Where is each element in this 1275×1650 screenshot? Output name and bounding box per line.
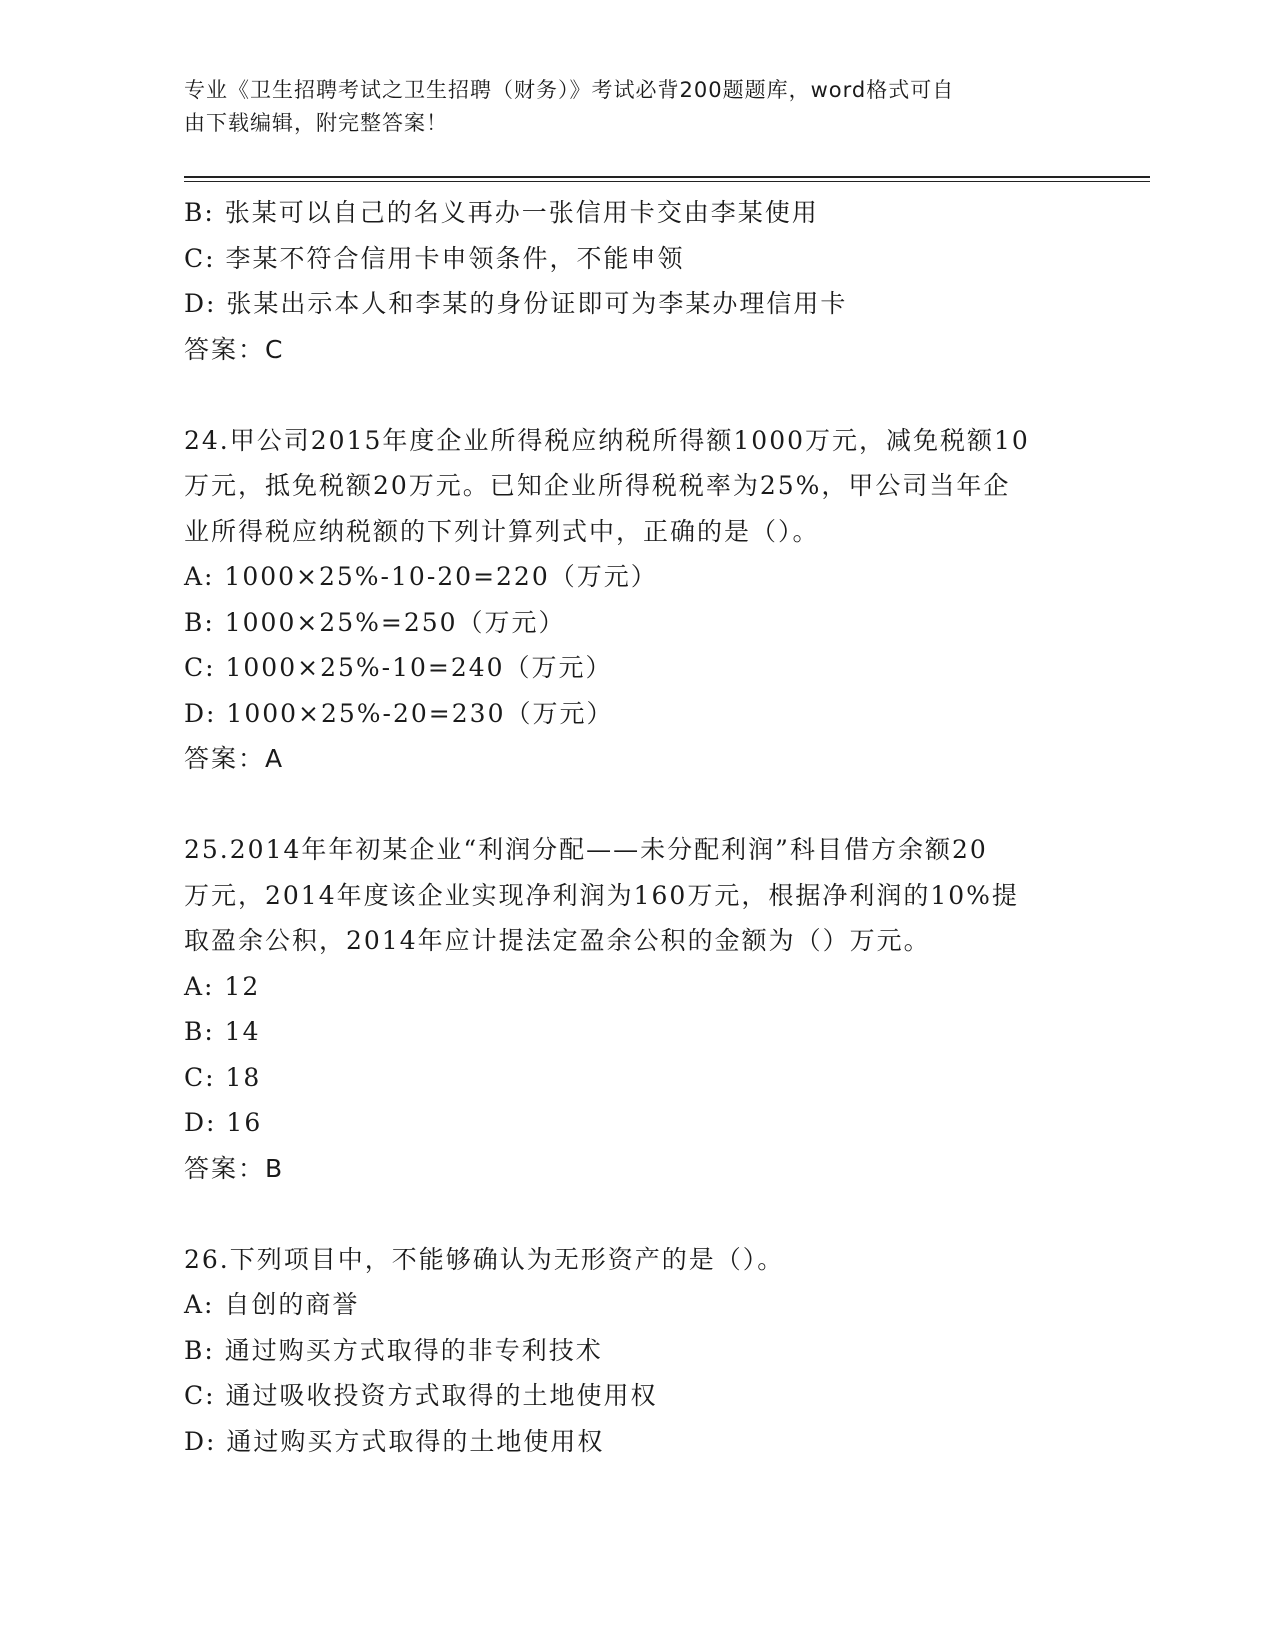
header-divider-thin bbox=[184, 181, 1150, 182]
header-line-2: 由下载编辑，附完整答案！ bbox=[184, 111, 448, 135]
option-a: A: 12 bbox=[184, 971, 261, 1001]
option-b: B: 通过购买方式取得的非专利技术 bbox=[184, 1335, 603, 1365]
option-b: B: 14 bbox=[184, 1017, 261, 1046]
question-24 bbox=[184, 418, 1084, 782]
question-stem-line: 万元，抵免税额20万元。已知企业所得税税率为25%，甲公司当年企 bbox=[184, 471, 1011, 500]
answer-line: 答案：A bbox=[184, 744, 285, 773]
option-b: B: 张某可以自己的名义再办一张信用卡交由李某使用 bbox=[184, 198, 819, 227]
header-line-1: 专业《卫生招聘考试之卫生招聘（财务）》考试必背200题题库，word格式可自 bbox=[184, 78, 955, 102]
document-body bbox=[184, 190, 1084, 1464]
question-stem-line: 取盈余公积，2014年应计提法定盈余公积的金额为（）万元。 bbox=[184, 926, 931, 955]
question-stem-line: 26.下列项目中，不能够确认为无形资产的是（）。 bbox=[184, 1244, 785, 1274]
option-a: A: 自创的商誉 bbox=[184, 1290, 360, 1319]
document-header bbox=[184, 74, 1064, 140]
answer-line: 答案：C bbox=[184, 334, 285, 364]
option-d: D: 通过购买方式取得的土地使用权 bbox=[184, 1426, 605, 1456]
option-c: C: 18 bbox=[184, 1062, 262, 1092]
question-26 bbox=[184, 1237, 1084, 1465]
option-c: C: 通过吸收投资方式取得的土地使用权 bbox=[184, 1381, 658, 1410]
spacer bbox=[184, 782, 1084, 828]
option-b: B: 1000×25%=250（万元） bbox=[184, 607, 566, 637]
question-stem-line: 25.2014年年初某企业“利润分配——未分配利润”科目借方余额20 bbox=[184, 835, 988, 864]
question-23-fragment bbox=[184, 190, 1084, 372]
spacer bbox=[184, 1191, 1084, 1237]
header-divider-thick bbox=[184, 176, 1150, 178]
spacer bbox=[184, 372, 1084, 418]
option-c: C: 李某不符合信用卡申领条件，不能申领 bbox=[184, 243, 685, 273]
question-stem-line: 万元，2014年度该企业实现净利润为160万元，根据净利润的10%提 bbox=[184, 880, 1019, 910]
option-d: D: 1000×25%-20=230（万元） bbox=[184, 698, 614, 728]
option-d: D: 16 bbox=[184, 1108, 263, 1137]
question-stem-line: 业所得税应纳税额的下列计算列式中，正确的是（）。 bbox=[184, 516, 820, 546]
option-c: C: 1000×25%-10=240（万元） bbox=[184, 653, 613, 682]
question-stem-line: 24.甲公司2015年度企业所得税应纳税所得额1000万元，减免税额10 bbox=[184, 425, 1030, 455]
option-d: D: 张某出示本人和李某的身份证即可为李某办理信用卡 bbox=[184, 289, 848, 318]
answer-line: 答案：B bbox=[184, 1153, 285, 1183]
question-25 bbox=[184, 827, 1084, 1191]
option-a: A: 1000×25%-10-20=220（万元） bbox=[184, 562, 658, 591]
